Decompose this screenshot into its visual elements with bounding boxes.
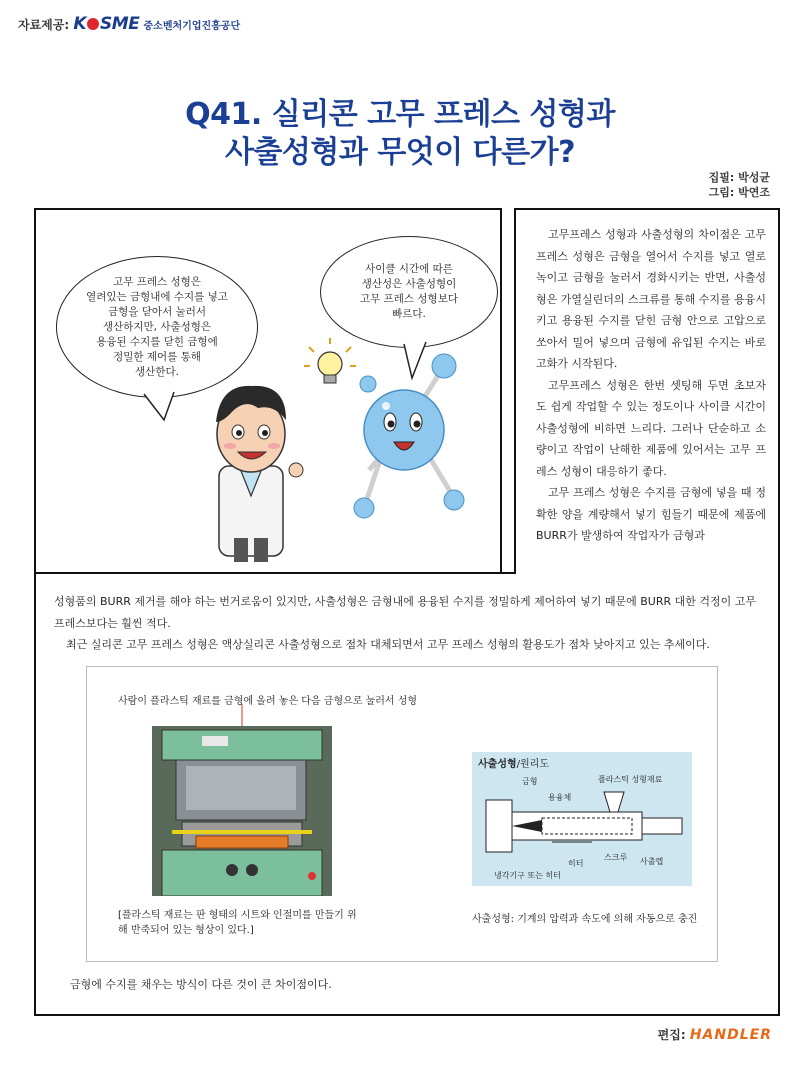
molecule-character-icon [354, 354, 464, 518]
label-screw: 스크루 [604, 853, 628, 862]
diagram-title: 사출성형/원리도 [478, 759, 549, 770]
label-heater: 히터 [568, 859, 584, 868]
label-plastic-material: 플라스틱 성형재료 [598, 775, 663, 784]
article-paragraph: 고무 프레스 성형은 수지를 금형에 넣을 때 정확한 양을 계량해서 넣기 힘들기 때문에 제품에 BURR가 발생하여 작업자가 금형과 [536, 486, 766, 542]
article-paragraph: 고무프레스 성형과 사출성형의 차이점은 고무 프레스 성형은 금형을 열어서 수지를 넣고 열로 녹이고 금형을 눌러서 경화시키는 반면, 사출성형은 가열실린더의 스크류를 통해 수지를 용융시키고 용융된 수지를 닫힌 금형 안으로 고압으로 쏘아서 밀어 넣으며 금형에 유입된 수지는 바로 고화가 시작된다. [536, 228, 767, 370]
editor-label: 편집: [657, 1028, 686, 1042]
bubble-left-tail [144, 392, 174, 420]
article-paragraph: 성형품의 BURR 제거를 해야 하는 번거로움이 있지만, 사출성형은 금형내에 용융된 수지를 정밀하게 제어하여 넣기 때문에 BURR 대한 걱정이 고무 프레스보다는 훨씬 적다. [54, 595, 757, 630]
comic-illustration [34, 208, 498, 570]
photo-caption: [플라스틱 재료는 판 형태의 시트와 인절미를 만들기 위해 반죽되어 있는 형상이 있다.] [118, 910, 357, 936]
label-melt: 용융체 [548, 793, 572, 802]
conclusion-text: 금형에 수지를 채우는 방식이 다른 것이 큰 차이점이다. [70, 978, 332, 991]
org-name: 중소벤처기업진흥공단 [143, 21, 241, 32]
title-line-2: 사출성형과 무엇이 다른가? [224, 135, 576, 170]
speech-bubble-left-text: 고무 프레스 성형은 열려있는 금형내에 수지를 넣고 금형을 닫아서 눌러서 생산하지만, 사출성형은 용융된 수지를 닫힌 금형에 정밀한 제어를 통해 생산한다. [86, 275, 228, 378]
article-wide-text [54, 591, 766, 656]
article-paragraph: 고무프레스 성형은 한번 셋팅해 두면 초보자도 쉽게 작업할 수 있는 정도이나 사이클 시간이 사출성형에 비하면 느리다. 그러나 단순하고 소량이고 작업이 난해한 제품에 있어서는 고무 프레스 성형이 대응하기 좋다. [536, 378, 766, 478]
press-caption-top: 사람이 플라스틱 재료를 금형에 올려 놓은 다음 금형으로 눌러서 성형 [118, 696, 418, 707]
bubble-right-tail [404, 342, 426, 378]
rubber-press-photo [152, 726, 332, 896]
writer-credit: 집필: 박성균 [708, 171, 770, 184]
label-mold: 금형 [522, 777, 538, 786]
scientist-character-icon [216, 386, 303, 562]
byline [709, 170, 770, 200]
title-line-1: Q41. 실리콘 고무 프레스 성형과 [185, 97, 615, 132]
kosme-logo: K SME [73, 14, 140, 34]
illustrator-credit: 그림: 박연조 [708, 186, 770, 199]
page-title [0, 96, 800, 172]
label-cooling: 냉각기구 또는 히터 [494, 871, 561, 880]
credit-label: 자료제공: [18, 18, 70, 32]
speech-bubble-right-text: 사이클 시간에 따른 생산성은 사출성형이 고무 프레스 성형보다 빠르다. [360, 263, 458, 320]
label-plunger: 사출렙 [640, 857, 664, 866]
article-paragraph: 최근 실리콘 고무 프레스 성형은 액상실리콘 사출성형으로 점차 대체되면서 고무 프레스 성형의 활용도가 점차 낮아지고 있는 추세이다. [66, 638, 710, 651]
article-column [536, 224, 766, 547]
light-bulb-icon [304, 338, 356, 383]
handler-brand-logo: HANDLER [689, 1027, 772, 1043]
editor-credit [658, 1026, 772, 1043]
source-credit [18, 14, 240, 34]
logo-red-dot-icon [87, 18, 99, 30]
diagram-caption: 사출성형: 기계의 압력과 속도에 의해 자동으로 충진 [472, 914, 698, 925]
